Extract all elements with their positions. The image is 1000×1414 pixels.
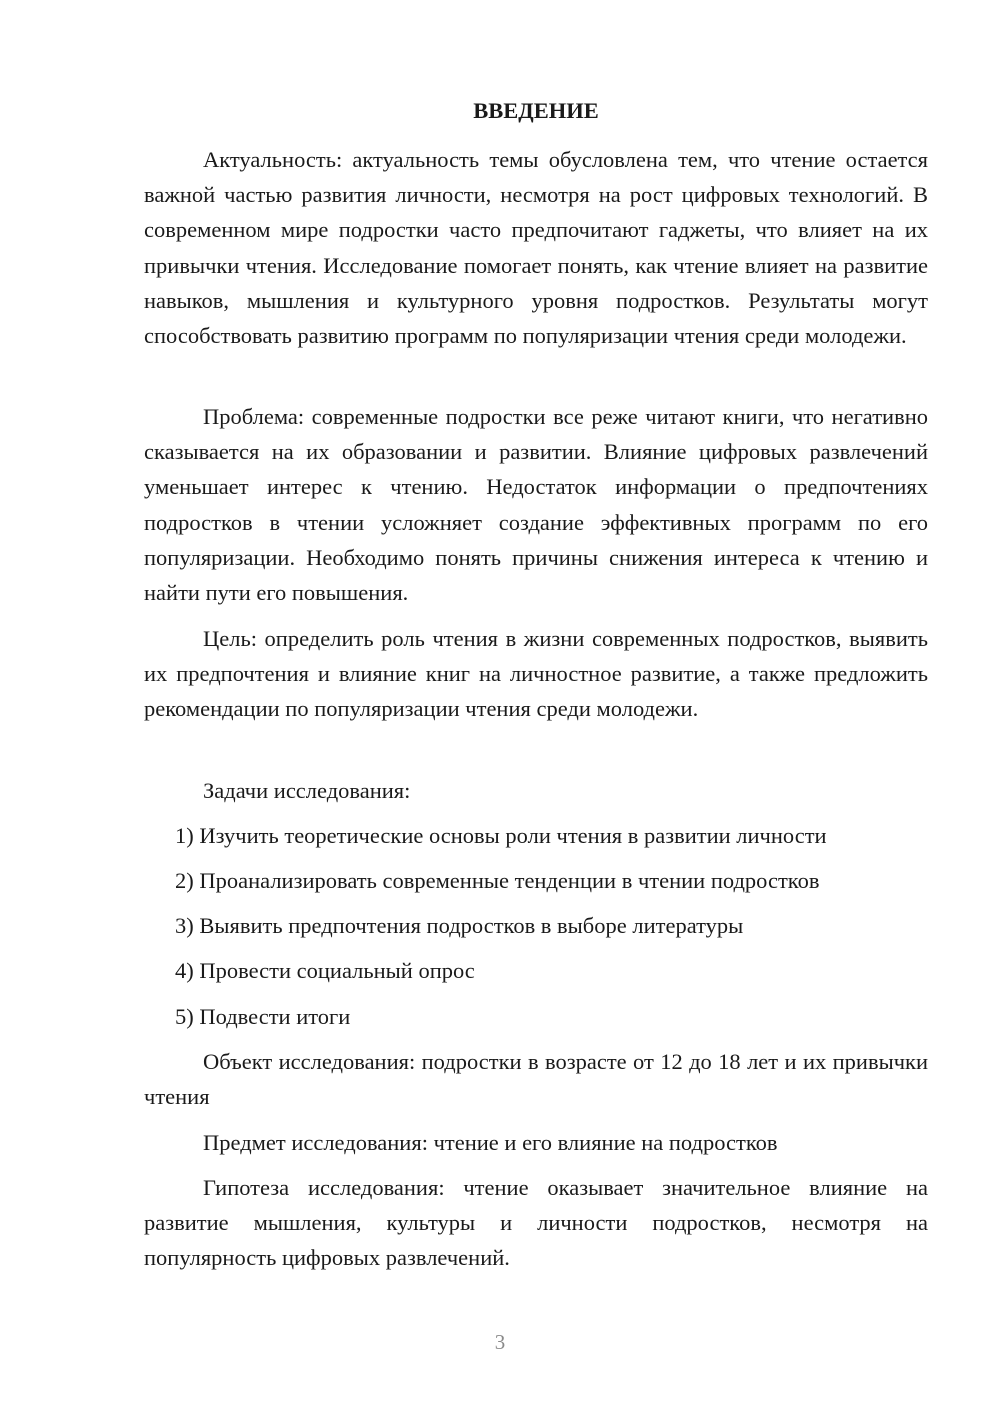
task-item-3: 3) Выявить предпочтения подростков в выборе литературы <box>175 913 744 938</box>
hypothesis-paragraph <box>144 1170 928 1276</box>
subject-text: Предмет исследования: чтение и его влияние на подростков <box>203 1130 778 1155</box>
page-title: ВВЕДЕНИЕ <box>473 98 599 123</box>
task-item-5: 5) Подвести итоги <box>175 1004 351 1029</box>
tasks-heading <box>144 773 928 808</box>
relevance-paragraph <box>144 142 928 353</box>
page-number: 3 <box>494 1330 506 1354</box>
subject-paragraph <box>144 1125 928 1160</box>
problem-text: Проблема: современные подростки все реже читают книги, что негативно сказывается на их образовании и развитии. Влияние цифровых развлечений уменьшает интерес к чтению. Недостаток информации о предпочтениях подростков в чтении усложняет создание эффективных программ по его популяризации. Необходимо понять причины снижения интереса к чтению и найти пути его повышения. <box>144 404 928 606</box>
task-item-1: 1) Изучить теоретические основы роли чтения в развитии личности <box>175 823 827 848</box>
goal-paragraph <box>144 621 928 727</box>
task-item-4: 4) Провести социальный опрос <box>175 958 475 983</box>
relevance-text: Актуальность: актуальность темы обусловлена тем, что чтение остается важной частью развития личности, несмотря на рост цифровых технологий. В современном мире подростки часто предпочитают гаджеты, что влияет на их привычки чтения. Исследование помогает понять, как чтение влияет на развитие навыков, мышления и культурного уровня подростков. Результаты могут способствовать развитию программ по популяризации чтения среди молодежи. <box>144 147 928 349</box>
problem-paragraph <box>144 399 928 610</box>
task-item-2: 2) Проанализировать современные тенденции в чтении подростков <box>175 868 820 893</box>
object-text: Объект исследования: подростки в возрасте от 12 до 18 лет и их привычки чтения <box>144 1049 928 1110</box>
goal-text: Цель: определить роль чтения в жизни современных подростков, выявить их предпочтения и влияние книг на личностное развитие, а также предложить рекомендации по популяризации чтения среди молодежи. <box>144 626 928 722</box>
tasks-heading-text: Задачи исследования: <box>203 778 411 803</box>
object-paragraph <box>144 1044 928 1114</box>
hypothesis-text: Гипотеза исследования: чтение оказывает значительное влияние на развитие мышления, культуры и личности подростков, несмотря на популярность цифровых развлечений. <box>144 1175 928 1271</box>
